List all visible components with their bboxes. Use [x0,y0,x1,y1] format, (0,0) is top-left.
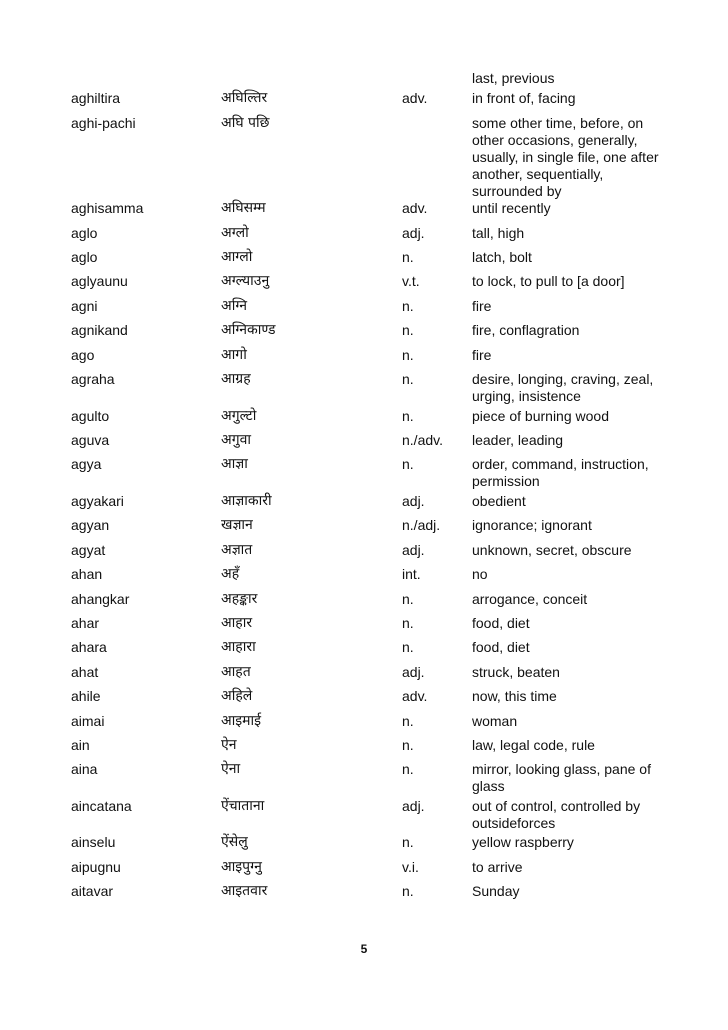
part-of-speech: n. [402,591,414,607]
gloss: mirror, looking glass, pane of glass [472,761,651,794]
gloss: struck, beaten [472,664,560,680]
headword-devanagari: अहिले [221,688,253,704]
part-of-speech: n. [402,883,414,899]
headword-devanagari: अगुल्टो [221,408,257,424]
headword-devanagari: ऐना [221,761,241,777]
part-of-speech: n. [402,615,414,631]
headword-roman: agnikand [71,322,128,338]
headword-devanagari: अग्ल्याउनु [221,273,270,289]
headword-devanagari: अग्नि [221,298,248,314]
headword-roman: aglo [71,249,98,265]
headword-devanagari: अग्लो [221,225,249,241]
part-of-speech: n. [402,249,414,265]
headword-devanagari: अघिल्तिर [221,90,268,106]
headword-devanagari: आइमाई [221,713,262,729]
part-of-speech: adj. [402,664,425,680]
headword-devanagari: आग्रह [221,371,251,387]
headword-roman: aghi-pachi [71,115,136,131]
headword-roman: ahat [71,664,99,680]
part-of-speech: n. [402,371,414,387]
gloss: to lock, to pull to [a door] [472,273,625,289]
gloss: in front of, facing [472,90,576,106]
headword-roman: aincatana [71,798,132,814]
part-of-speech: n. [402,322,414,338]
headword-devanagari: खज्ञान [221,517,253,533]
headword-devanagari: आज्ञा [221,456,248,472]
gloss: piece of burning wood [472,408,609,424]
part-of-speech: adj. [402,225,425,241]
headword-devanagari: आइपुग्नु [221,859,262,875]
headword-devanagari: अघिसम्म [221,200,266,216]
headword-roman: aghiltira [71,90,121,106]
gloss: obedient [472,493,526,509]
headword-roman: ainselu [71,834,116,850]
gloss: order, command, instruction, permission [472,456,649,489]
gloss: latch, bolt [472,249,532,265]
gloss: tall, high [472,225,525,241]
gloss: Sunday [472,883,520,899]
gloss: some other time, before, on other occasions, generally, usually, in single file, one after another, sequentially, surrounded by [472,115,659,199]
gloss: now, this time [472,688,557,704]
headword-roman: ahile [71,688,101,704]
part-of-speech: adj. [402,798,425,814]
headword-devanagari: ऐंचाताना [221,798,265,814]
headword-roman: aghisamma [71,200,144,216]
part-of-speech: n. [402,834,414,850]
headword-roman: ahangkar [71,591,130,607]
gloss: to arrive [472,859,523,875]
gloss: food, diet [472,639,530,655]
part-of-speech: n. [402,737,414,753]
gloss: arrogance, conceit [472,591,588,607]
headword-devanagari: ऐंसेलु [221,834,248,850]
headword-devanagari: आइतवार [221,883,268,899]
part-of-speech: n./adv. [402,432,443,448]
headword-devanagari: अहङ्कार [221,591,258,607]
part-of-speech: n. [402,298,414,314]
part-of-speech: int. [402,566,421,582]
gloss: fire [472,347,492,363]
headword-roman: ahar [71,615,100,631]
part-of-speech: v.t. [402,273,420,289]
headword-devanagari: अग्निकाण्ड [221,322,276,338]
headword-devanagari: ऐन [221,737,237,753]
headword-roman: aglo [71,225,98,241]
part-of-speech: n./adj. [402,517,441,533]
headword-devanagari: आहार [221,615,253,631]
headword-devanagari: आहत [221,664,251,680]
gloss: woman [472,713,518,729]
headword-roman: ahan [71,566,103,582]
gloss: unknown, secret, obscure [472,542,632,558]
gloss: until recently [472,200,551,216]
headword-roman: aina [71,761,98,777]
headword-devanagari: आहारा [221,639,256,655]
gloss: ignorance; ignorant [472,517,592,533]
part-of-speech: adv. [402,200,428,216]
part-of-speech: adj. [402,493,425,509]
headword-roman: aitavar [71,883,114,899]
part-of-speech: n. [402,347,414,363]
gloss: fire [472,298,492,314]
page-number: 5 [360,942,368,956]
headword-devanagari: अज्ञात [221,542,253,558]
part-of-speech: n. [402,713,414,729]
headword-roman: ahara [71,639,107,655]
gloss: last, previous [472,70,555,86]
gloss: desire, longing, craving, zeal, urging, insistence [472,371,654,404]
headword-devanagari: आज्ञाकारी [221,493,272,509]
headword-roman: agyan [71,517,110,533]
gloss: food, diet [472,615,530,631]
part-of-speech: v.i. [402,859,419,875]
headword-devanagari: आग्लो [221,249,253,265]
part-of-speech: n. [402,639,414,655]
headword-devanagari: आगो [221,347,247,363]
part-of-speech: adv. [402,90,428,106]
headword-roman: agya [71,456,102,472]
headword-roman: aimai [71,713,105,729]
headword-devanagari: अगुवा [221,432,251,448]
headword-roman: agraha [71,371,115,387]
part-of-speech: adv. [402,688,428,704]
gloss: fire, conflagration [472,322,580,338]
headword-roman: aglyaunu [71,273,128,289]
headword-roman: agulto [71,408,110,424]
part-of-speech: n. [402,408,414,424]
gloss: no [472,566,488,582]
part-of-speech: n. [402,456,414,472]
headword-roman: ain [71,737,90,753]
headword-roman: aipugnu [71,859,121,875]
part-of-speech: adj. [402,542,425,558]
gloss: out of control, controlled by outsideforces [472,798,641,831]
headword-roman: aguva [71,432,110,448]
headword-roman: agni [71,298,98,314]
gloss: law, legal code, rule [472,737,595,753]
headword-roman: agyat [71,542,106,558]
headword-devanagari: अहँ [221,566,240,582]
part-of-speech: n. [402,761,414,777]
gloss: yellow raspberry [472,834,574,850]
headword-roman: ago [71,347,95,363]
gloss: leader, leading [472,432,564,448]
headword-devanagari: अघि पछि [221,115,270,131]
headword-roman: agyakari [71,493,124,509]
